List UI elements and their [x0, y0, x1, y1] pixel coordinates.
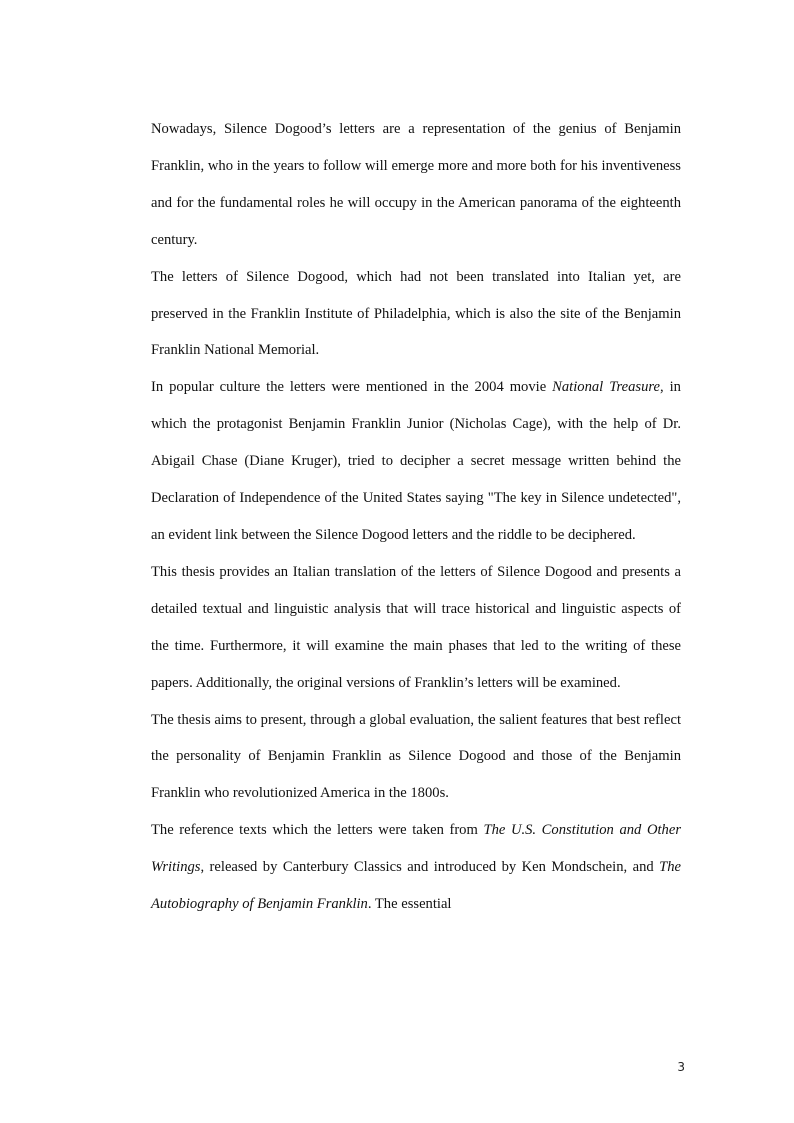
- page-number: 3: [677, 1060, 685, 1074]
- paragraph-6: [151, 812, 681, 923]
- paragraph-4: [151, 554, 681, 702]
- paragraph-text: . The essential: [367, 896, 452, 913]
- paragraph-text: Nowadays, Silence Dogood’s letters are a representation of the genius of Benjamin Franklin, who in the years to follow will emerge more and more both for his inventiveness and for the fundamental roles he will occupy in the American panorama of the eighteenth century.: [151, 121, 681, 248]
- paragraph-text: The thesis aims to present, through a global evaluation, the salient features that best reflect the personality of Benjamin Franklin as Silence Dogood and those of the Benjamin Franklin who revolutionized America in the 1800s.: [151, 711, 681, 802]
- movie-title: National Treasure: [552, 379, 661, 396]
- body-text: [151, 111, 681, 923]
- book-title: The U.S. Constitution and Other Writings: [151, 822, 682, 876]
- book-title: The Autobiography of Benjamin Franklin: [151, 859, 681, 913]
- paragraph-text: The letters of Silence Dogood, which had not been translated into Italian yet, are preserved in the Franklin Institute of Philadelphia, which is also the site of the Benjamin Franklin National Memorial.: [151, 268, 681, 359]
- paragraph-text: , released by Canterbury Classics and introduced by Ken Mondschein, and: [200, 859, 660, 876]
- paragraph-2: [151, 259, 681, 370]
- paragraph-text: This thesis provides an Italian translation of the letters of Silence Dogood and presents a detailed textual and linguistic analysis that will trace historical and linguistic aspects of the time. Furthermore, it will examine the main phases that led to the writing of these papers. Additionally, the original versions of Franklin’s letters will be examined.: [151, 563, 681, 691]
- paragraph-5: [151, 702, 681, 813]
- paragraph-text: The reference texts which the letters were taken from: [151, 822, 484, 839]
- paragraph-3: [151, 369, 681, 554]
- paragraph-1: [151, 111, 681, 259]
- paragraph-text: , in which the protagonist Benjamin Franklin Junior (Nicholas Cage), with the help of Dr. Abigail Chase (Diane Kruger), tried to decipher a secret message written behind the Declaration of Independence of the United States saying "The key in Silence undetected", an evident link between the Silence Dogood letters and the riddle to be deciphered.: [151, 379, 681, 543]
- paragraph-text: In popular culture the letters were mentioned in the 2004 movie: [151, 379, 553, 396]
